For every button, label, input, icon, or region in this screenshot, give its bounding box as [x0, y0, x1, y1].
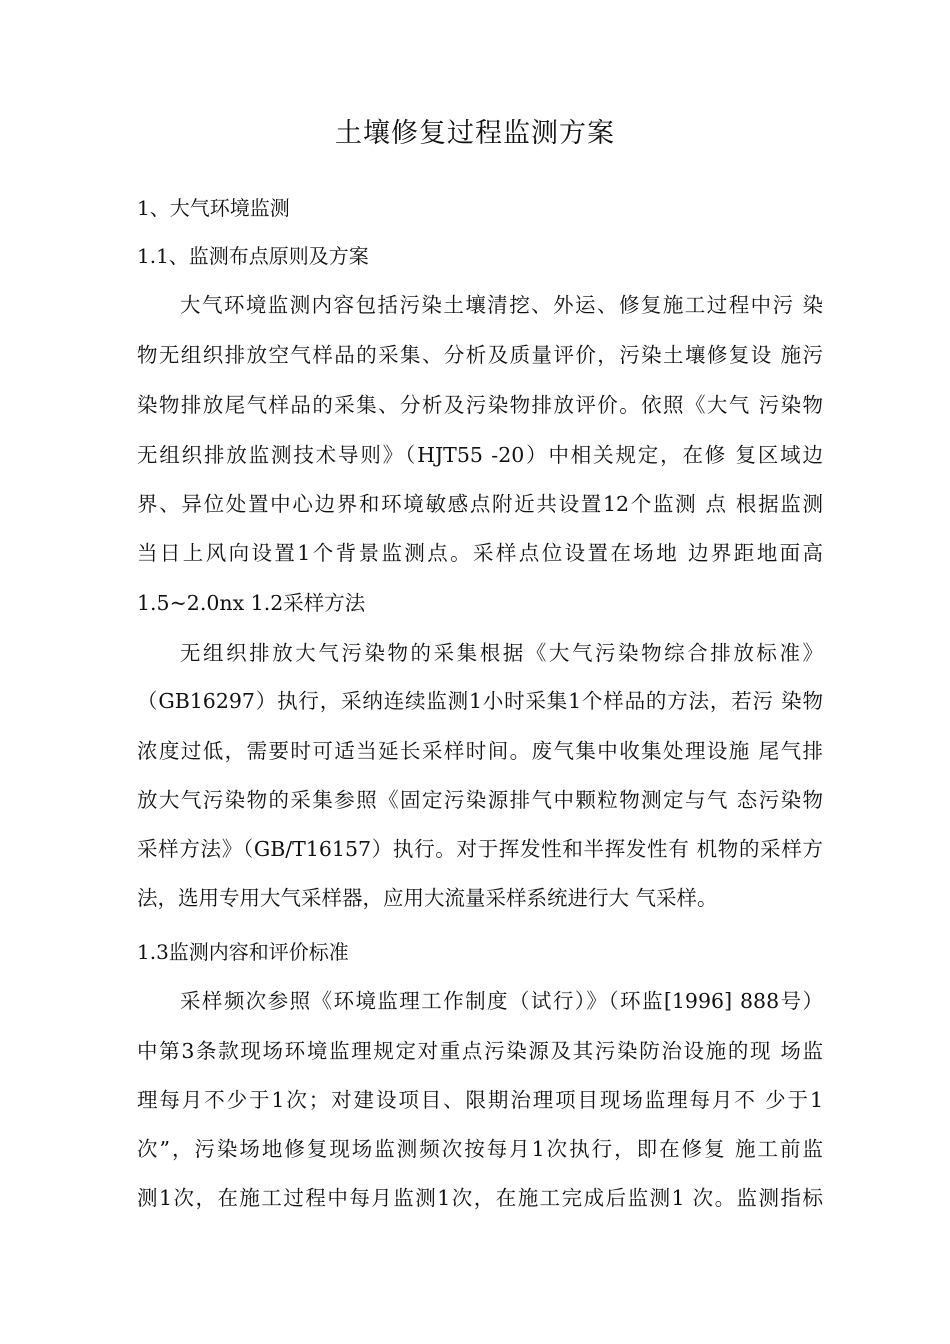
paragraph-1-line: 染物排放尾气样品的采集、分析及污染物排放评价。依照《大气 污染物	[137, 393, 823, 417]
section-heading-1-1: 1.1、监测布点原则及方案	[137, 244, 369, 268]
paragraph-3-line: 次”，污染场地修复现场监测频次按每月1次执行，即在修复 施工前监	[137, 1137, 823, 1161]
paragraph-1-line: 物无组织排放空气样品的采集、分析及质量评价，污染土壤修复设 施污	[137, 343, 823, 367]
paragraph-1-line: 界、异位处置中心边界和环境敏感点附近共设置12个监测 点 根据监测	[137, 492, 823, 516]
paragraph-2-line: 采样方法》（GB/T16157）执行。对于挥发性和半挥发性有 机物的采样方	[137, 837, 823, 861]
document-title: 土壤修复过程监测方案	[335, 118, 615, 149]
paragraph-2-line: 浓度过低，需要时可适当延长采样时间。废气集中收集处理设施 尾气排	[137, 739, 823, 763]
paragraph-3-line: 中第3条款现场环境监理规定对重点污染源及其污染防治设施的现 场监	[137, 1039, 823, 1063]
paragraph-3-line: 采样频次参照《环境监理工作制度（试行）》（环监[1996] 888号）	[180, 989, 823, 1013]
section-heading-1: 1、大气环境监测	[137, 196, 290, 220]
paragraph-1-line: 大气环境监测内容包括污染土壤清挖、外运、修复施工过程中污 染	[180, 293, 823, 317]
paragraph-1-line: 当日上风向设置1个背景监测点。采样点位设置在场地 边界距地面高	[137, 541, 823, 565]
paragraph-3-line: 测1次，在施工过程中每月监测1次，在施工完成后监测1 次。监测指标	[137, 1186, 823, 1210]
paragraph-3-line: 理每月不少于1次；对建设项目、限期治理项目现场监理每月不 少于1	[137, 1088, 823, 1112]
paragraph-1-line: 1.5~2.0nx 1.2采样方法	[137, 591, 366, 615]
paragraph-2-line: 无组织排放大气污染物的采集根据《大气污染物综合排放标准》	[180, 641, 823, 665]
paragraph-1-line: 无组织排放监测技术导则》（HJT55 -20）中相关规定，在修 复区域边	[137, 443, 823, 467]
paragraph-2-line: 法，选用专用大气采样器，应用大流量采样系统进行大 气采样。	[137, 886, 718, 910]
paragraph-2-line: （GB16297）执行，采纳连续监测1小时采集1个样品的方法，若污 染物	[137, 689, 823, 713]
paragraph-2-line: 放大气污染物的采集参照《固定污染源排气中颗粒物测定与气 态污染物	[137, 788, 823, 812]
section-heading-1-3: 1.3监测内容和评价标准	[137, 940, 349, 964]
